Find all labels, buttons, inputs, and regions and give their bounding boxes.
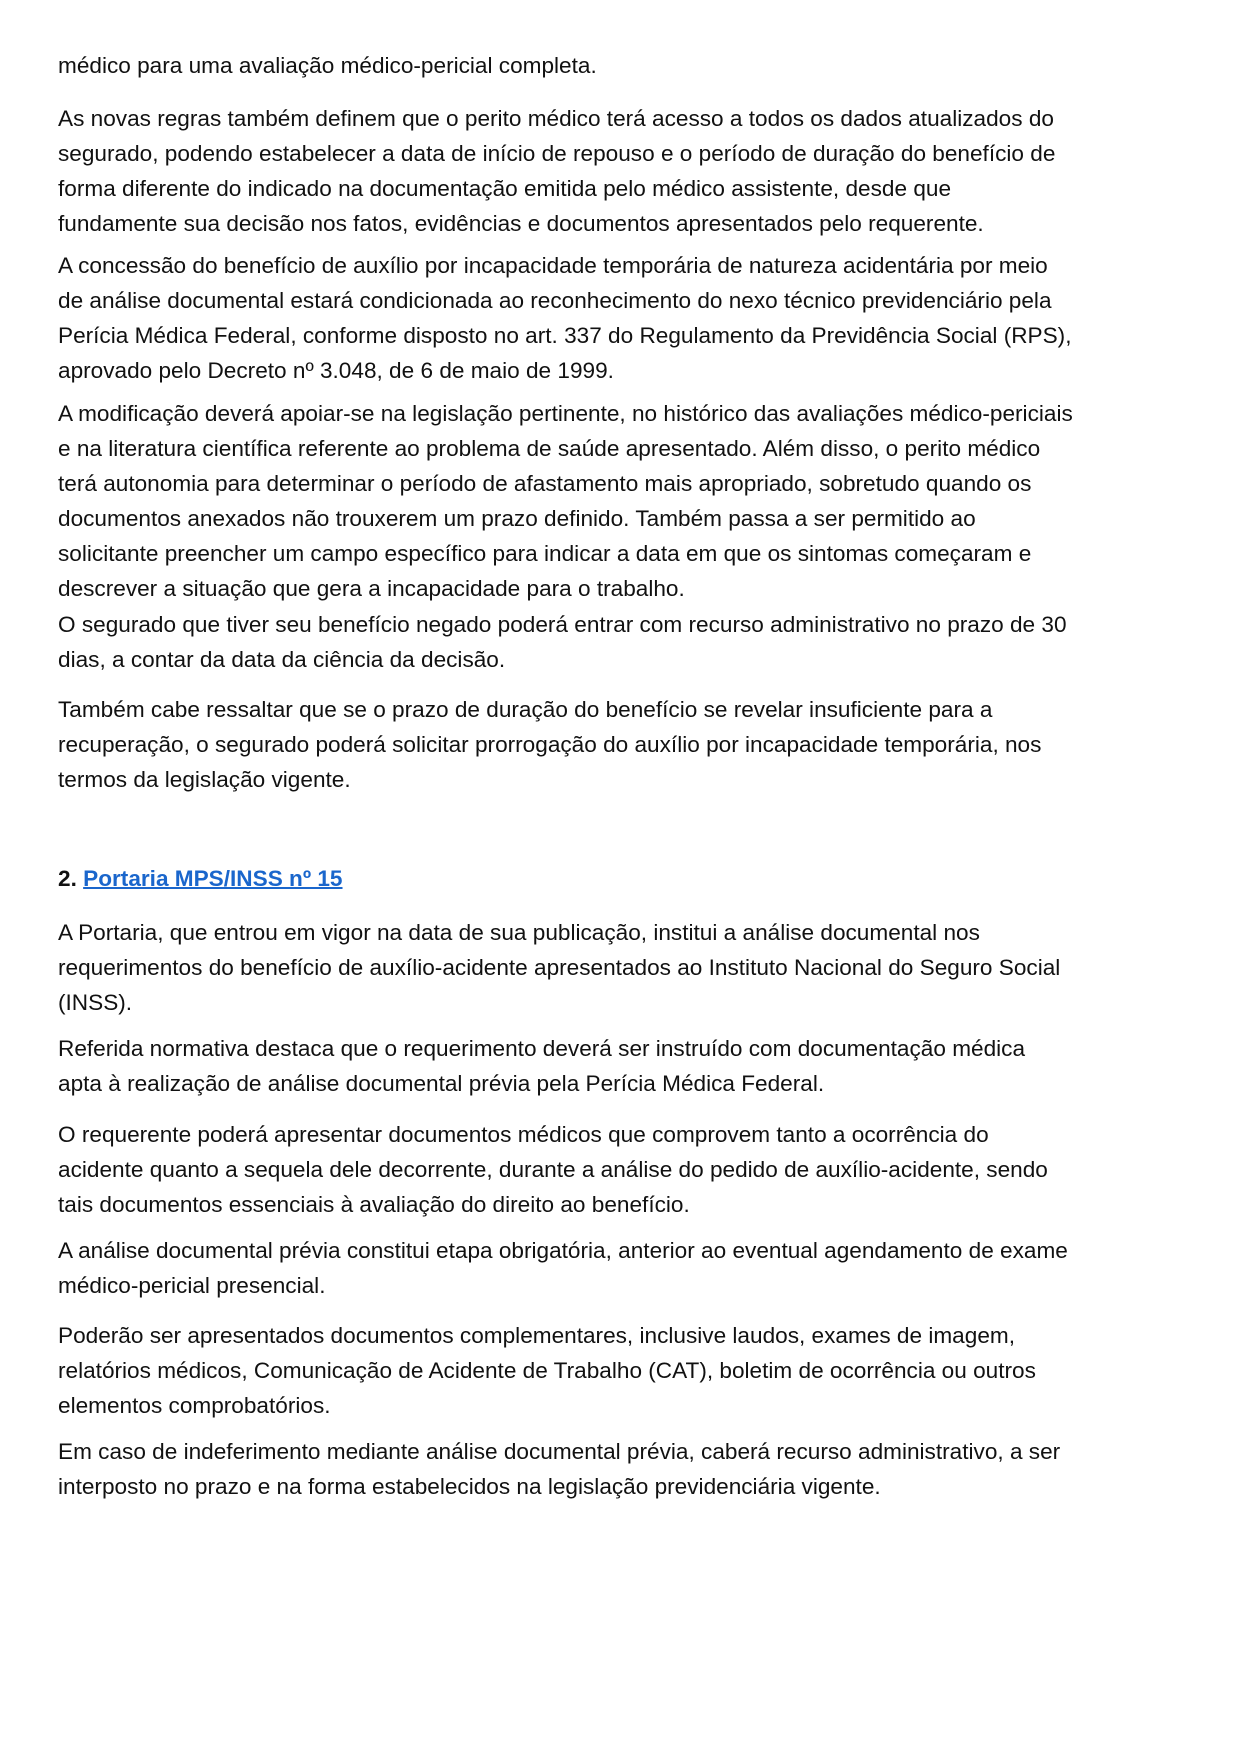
paragraph — [58, 1233, 1188, 1303]
text-line: aprovado pelo Decreto nº 3.048, de 6 de maio de 1999. — [58, 358, 614, 383]
paragraph — [58, 1318, 1188, 1423]
text-line: terá autonomia para determinar o período de afastamento mais apropriado, sobretudo quando os — [58, 471, 1032, 496]
text-line: descrever a situação que gera a incapacidade para o trabalho. — [58, 576, 685, 601]
paragraph — [58, 692, 1188, 797]
paragraph — [58, 1031, 1188, 1101]
text-line: apta à realização de análise documental prévia pela Perícia Médica Federal. — [58, 1071, 825, 1096]
text-line: relatórios médicos, Comunicação de Acidente de Trabalho (CAT), boletim de ocorrência ou outros — [58, 1358, 1036, 1383]
paragraph — [58, 1434, 1188, 1504]
text-line: A modificação deverá apoiar-se na legislação pertinente, no histórico das avaliações médico-periciais — [58, 401, 1073, 426]
paragraph — [58, 101, 1188, 241]
text-line: A Portaria, que entrou em vigor na data de sua publicação, institui a análise documental nos — [58, 920, 980, 945]
text-line: elementos comprobatórios. — [58, 1393, 331, 1418]
text-line: médico-pericial presencial. — [58, 1273, 326, 1298]
paragraph — [58, 915, 1188, 1020]
text-line: (INSS). — [58, 990, 133, 1015]
text-line: Perícia Médica Federal, conforme disposto no art. 337 do Regulamento da Previdência Social (RPS), — [58, 323, 1072, 348]
section-number: 2. — [58, 866, 77, 891]
paragraph — [58, 248, 1188, 388]
text-line: dias, a contar da data da ciência da decisão. — [58, 647, 506, 672]
paragraph — [58, 1117, 1188, 1222]
text-line: solicitante preencher um campo específico para indicar a data em que os sintomas começaram e — [58, 541, 1032, 566]
text-line: forma diferente do indicado na documentação emitida pelo médico assistente, desde que — [58, 176, 952, 201]
text-line: O requerente poderá apresentar documentos médicos que comprovem tanto a ocorrência do — [58, 1122, 989, 1147]
text-line: segurado, podendo estabelecer a data de início de repouso e o período de duração do benefício de — [58, 141, 1056, 166]
text-line: de análise documental estará condicionada ao reconhecimento do nexo técnico previdenciário pela — [58, 288, 1052, 313]
section-heading — [58, 861, 1188, 896]
text-line: acidente quanto a sequela dele decorrente, durante a análise do pedido de auxílio-acidente, sendo — [58, 1157, 1048, 1182]
text-line: fundamente sua decisão nos fatos, evidências e documentos apresentados pelo requerente. — [58, 211, 984, 236]
text-line: requerimentos do benefício de auxílio-acidente apresentados ao Instituto Nacional do Seguro Social — [58, 955, 1061, 980]
text-line: médico para uma avaliação médico-pericial completa. — [58, 53, 597, 78]
portaria-link[interactable]: Portaria MPS/INSS nº 15 — [83, 866, 343, 891]
paragraph — [58, 607, 1188, 677]
text-line: Referida normativa destaca que o requerimento deverá ser instruído com documentação médica — [58, 1036, 1026, 1061]
text-line: As novas regras também definem que o perito médico terá acesso a todos os dados atualizados do — [58, 106, 1054, 131]
text-line: Em caso de indeferimento mediante análise documental prévia, caberá recurso administrativo, a ser — [58, 1439, 1061, 1464]
paragraph — [58, 48, 1188, 83]
text-line: tais documentos essenciais à avaliação do direito ao benefício. — [58, 1192, 690, 1217]
text-line: termos da legislação vigente. — [58, 767, 351, 792]
text-line: documentos anexados não trouxerem um prazo definido. Também passa a ser permitido ao — [58, 506, 976, 531]
text-line: A análise documental prévia constitui etapa obrigatória, anterior ao eventual agendamento de exame — [58, 1238, 1068, 1263]
text-line: recuperação, o segurado poderá solicitar prorrogação do auxílio por incapacidade temporária, nos — [58, 732, 1042, 757]
text-line: Poderão ser apresentados documentos complementares, inclusive laudos, exames de imagem, — [58, 1323, 1015, 1348]
text-line: A concessão do benefício de auxílio por incapacidade temporária de natureza acidentária por meio — [58, 253, 1048, 278]
text-line: interposto no prazo e na forma estabelecidos na legislação previdenciária vigente. — [58, 1474, 881, 1499]
text-line: e na literatura científica referente ao problema de saúde apresentado. Além disso, o perito médico — [58, 436, 1041, 461]
paragraph — [58, 396, 1188, 606]
text-line: Também cabe ressaltar que se o prazo de duração do benefício se revelar insuficiente para a — [58, 697, 993, 722]
text-line: O segurado que tiver seu benefício negado poderá entrar com recurso administrativo no prazo de 30 — [58, 612, 1067, 637]
